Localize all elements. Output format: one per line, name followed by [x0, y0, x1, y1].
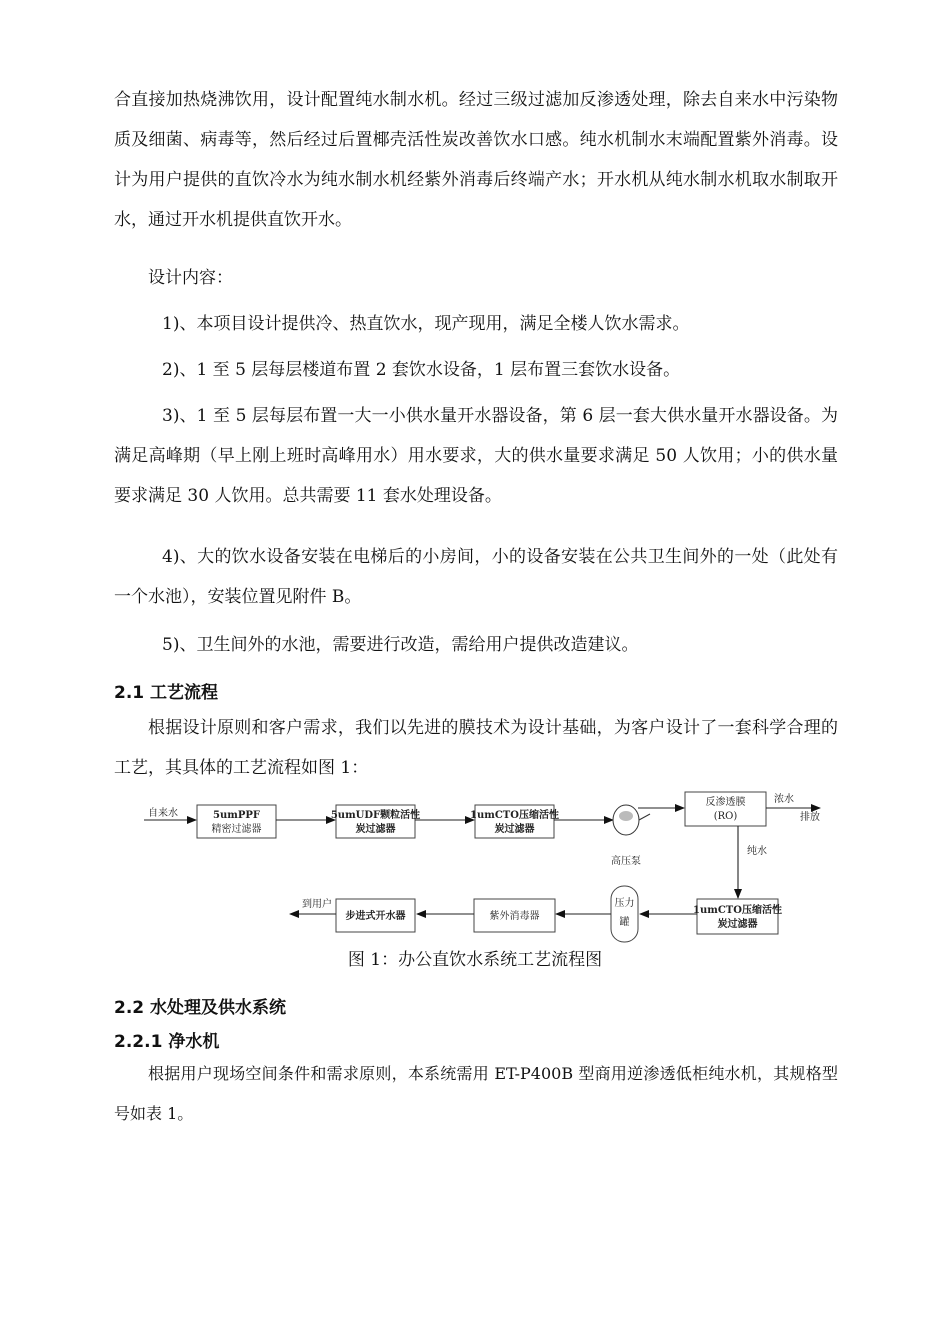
- boiler-box: [336, 899, 415, 932]
- ppf-filter-box: [197, 805, 276, 838]
- section-2-1-text: 根据设计原则和客户需求，我们以先进的膜技术为设计基础，为客户设计了一套科学合理的工艺，其具体的工艺流程如图 1：: [114, 718, 838, 778]
- pressure-tank: [611, 886, 638, 942]
- section-2-2-1-heading: 2.2.1 净水机: [114, 1032, 220, 1052]
- uv-sterilizer-box: [474, 899, 555, 932]
- pump-label: 高压泵: [611, 856, 641, 867]
- section-2-1-heading: 2.1 工艺流程: [114, 683, 219, 703]
- output-label: 到用户: [302, 899, 332, 910]
- design-item-4: 4)、大的饮水设备安装在电梯后的小房间，小的设备安装在公共卫生间外的一处（此处有一个水池），安装位置见附件 B。: [114, 547, 838, 607]
- design-content-label: 设计内容：: [148, 268, 233, 288]
- uv-label: 紫外消毒器: [489, 911, 540, 922]
- cto-filter-box-2: [693, 899, 782, 934]
- discharge-label: 排放: [800, 812, 820, 823]
- section-2-2-1-text: 根据用户现场空间条件和需求原则，本系统需用 ET-P400B 型商用逆渗透低柜纯水机，其规格型号如表 1。: [114, 1064, 838, 1123]
- design-item-5: 5)、卫生间外的水池，需要进行改造，需给用户提供改造建议。: [162, 635, 639, 655]
- cto-filter-1-line2: 炭过滤器: [494, 824, 535, 835]
- section-2-2-heading: 2.2 水处理及供水系统: [114, 998, 287, 1018]
- process-flow-diagram: [0, 780, 950, 950]
- figure-caption: 图 1：办公直饮水系统工艺流程图: [347, 950, 603, 970]
- cto-filter-1-line1: 1umCTO压缩活性: [470, 810, 559, 821]
- ppf-filter-line2: 精密过滤器: [211, 824, 262, 835]
- boiler-label: 步进式开水器: [345, 911, 406, 922]
- udf-filter-line1: 5umUDF颗粒活性: [330, 810, 421, 821]
- design-item-1: 1)、本项目设计提供冷、热直饮水，现产现用，满足全楼人饮水需求。: [162, 314, 690, 334]
- design-item-3: 3)、1 至 5 层每层布置一大一小供水量开水器设备，第 6 层一套大供水量开水器设备。为满足高峰期（早上刚上班时高峰用水）用水要求，大的供水量要求满足 50 人饮用；小的供水量要求满足 30 人饮用。总共需要 11 套水处理设备。: [114, 406, 838, 506]
- paragraph-intro: 合直接加热烧沸饮用，设计配置纯水制水机。经过三级过滤加反渗透处理，除去自来水中污染物质及细菌、病毒等，然后经过后置椰壳活性炭改善饮水口感。纯水机制水末端配置紫外消毒。设计为用户提供的直饮冷水为纯水制水机经紫外消毒后终端产水；开水机从纯水制水机取水制取开水，通过开水机提供直饮开水。: [114, 90, 838, 230]
- udf-filter-line2: 炭过滤器: [355, 824, 396, 835]
- input-label: 自来水: [148, 808, 178, 819]
- cto-filter-2-line1: 1umCTO压缩活性: [693, 905, 782, 916]
- design-item-2: 2)、1 至 5 层每层楼道布置 2 套饮水设备，1 层布置三套饮水设备。: [162, 360, 681, 380]
- ro-line1: 反渗透膜: [705, 797, 746, 808]
- concentrate-label: 浓水: [774, 794, 794, 805]
- cto-filter-box-1: [470, 805, 559, 838]
- ro-line2: (RO): [713, 811, 738, 822]
- tank-line2: 罐: [619, 917, 630, 928]
- tank-line1: 压力: [614, 898, 635, 909]
- udf-filter-box: [331, 805, 420, 838]
- ro-membrane-box: [685, 792, 766, 826]
- pure-water-label: 纯水: [747, 846, 767, 857]
- cto-filter-2-line2: 炭过滤器: [717, 919, 758, 930]
- high-pressure-pump: [611, 805, 650, 867]
- ppf-filter-line1: 5umPPF: [213, 810, 260, 821]
